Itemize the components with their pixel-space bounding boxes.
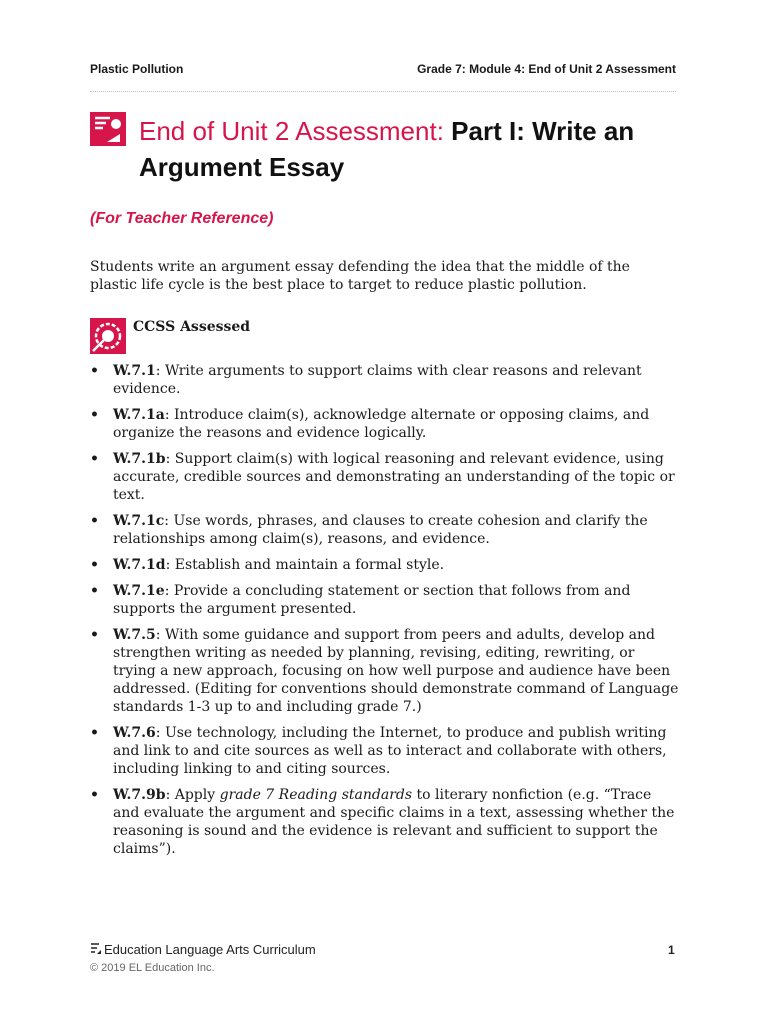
standard-text: : Support claim(s) with logical reasoning and relevant evidence, using accurate, credible sources and demonstrating an understanding of the topic or text. [113,451,675,503]
standard-code: W.7.6 [113,725,156,741]
footer-copyright: © 2019 EL Education Inc. [90,962,215,974]
standard-item: • W.7.6: Use technology, including the Internet, to produce and publish writing and link to and cite sources as well as to interact and collaborate with others, including linking to and citing sources. [90,725,667,777]
standard-code: W.7.1a [113,407,165,423]
ccss-heading [90,318,390,358]
standard-item: • W.7.1a: Introduce claim(s), acknowledge alternate or opposing claims, and organize the reasons and evidence logically. [90,407,650,441]
standard-item: • W.7.1e: Provide a concluding statement or section that follows from and supports the argument presented. [90,583,631,617]
footer-brand-text: Education Language Arts Curriculum [104,941,316,957]
standard-text: : Use technology, including the Internet, to produce and publish writing and link to and cite sources as well as to interact and collaborate with others, including linking to and citing sources. [113,725,667,777]
page-number: 1 [668,943,675,957]
standard-text-post: to literary nonfiction (e.g. “Trace and evaluate the argument and specific claims in a text, assessing whether the reasoning is sound and the evidence is relevant and sufficient to support the claims”). [113,787,675,857]
title-strong: Part I: Write an Argument Essay [139,116,635,182]
standard-code: W.7.1 [113,363,156,379]
title-accent: End of Unit 2 Assessment: [139,116,444,146]
standard-code: W.7.5 [113,627,156,643]
header-divider [90,91,676,92]
standard-text: : Use words, phrases, and clauses to create cohesion and clarify the relationships among claim(s), reasons, and evidence. [113,513,648,547]
standard-text: : With some guidance and support from peers and adults, develop and strengthen writing as needed by planning, revising, editing, rewriting, or trying a new approach, focusing on how well purpose and audience have been addressed. (Editing for conventions should demonstrate command of Language standards 1-3 up to and including grade 7.) [113,627,679,715]
standard-item: • W.7.1c: Use words, phrases, and clauses to create cohesion and clarify the relationships among claim(s), reasons, and evidence. [90,513,648,547]
standard-item: • W.7.1: Write arguments to support claims with clear reasons and relevant evidence. [90,363,642,397]
standard-item: • W.7.1d: Establish and maintain a formal style. [90,557,445,573]
standard-code: W.7.1d [113,557,166,573]
header-left-title: Plastic Pollution [90,62,184,76]
standard-item: • W.7.9b: Apply grade 7 Reading standards to literary nonfiction (e.g. “Trace and evaluate the argument and specific claims in a text, assessing whether the reasoning is sound and the evidence is relevant and sufficient to support the claims”). [90,787,675,857]
page-title [139,113,699,185]
standard-item: • W.7.1b: Support claim(s) with logical reasoning and relevant evidence, using accurate, credible sources and demonstrating an understanding of the topic or text. [90,451,675,503]
standard-text-pre: : Apply [165,787,220,803]
standard-text: : Establish and maintain a formal style. [165,557,445,573]
page-header [90,62,676,80]
teacher-reference-note: (For Teacher Reference) [90,210,274,227]
standard-code: W.7.1c [113,513,165,529]
intro-paragraph: Students write an argument essay defending the idea that the middle of the plastic life cycle is the best place to target to reduce plastic pollution. [90,259,630,293]
ccss-label: CCSS Assessed [133,319,251,335]
standard-item: • W.7.5: With some guidance and support from peers and adults, develop and strengthen writing as needed by planning, revising, editing, rewriting, or trying a new approach, focusing on how well purpose and audience have been addressed. (Editing for conventions should demonstrate command of Language standards 1-3 up to and including grade 7.) [90,627,679,715]
standard-code: W.7.1e [113,583,165,599]
standard-code: W.7.1b [113,451,166,467]
el-logo-icon [90,943,102,955]
standard-text: : Introduce claim(s), acknowledge alternate or opposing claims, and organize the reasons and evidence logically. [113,407,650,441]
assessment-logo-icon [90,112,126,146]
standard-text-emphasis: grade 7 Reading standards [219,787,413,803]
ccss-seal-icon [90,318,126,354]
standard-text: : Provide a concluding statement or section that follows from and supports the argument presented. [113,583,631,617]
footer-brand [90,940,316,958]
standard-text: : Write arguments to support claims with clear reasons and relevant evidence. [113,363,642,397]
standard-code: W.7.9b [113,787,166,803]
standards-list [90,362,680,866]
header-right-title: Grade 7: Module 4: End of Unit 2 Assessment [417,62,676,76]
